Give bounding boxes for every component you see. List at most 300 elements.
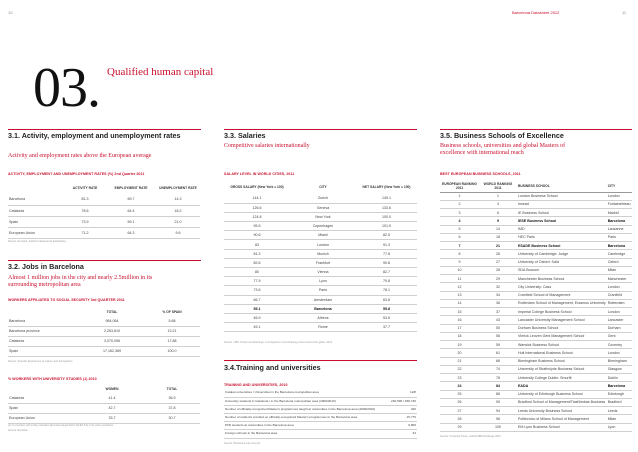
university-workers-table: [8, 384, 200, 424]
table-row: [440, 374, 632, 382]
table-cell: 29: [479, 275, 517, 283]
table-caption-activity: ACTIVITY, EMPLOYMENT AND UNEMPLOYMENT RATES (%) 2nd Quarter 2011: [8, 172, 145, 176]
table-cell: Cranfield: [607, 291, 632, 299]
table-row: [440, 250, 632, 258]
section-divider: [224, 129, 417, 130]
table-row: [8, 316, 200, 326]
section-title-salaries: 3.3. Salaries: [224, 131, 266, 140]
table-cell: Bradford: [607, 398, 632, 406]
table-row: [440, 283, 632, 291]
table-row: [224, 313, 417, 322]
table-header: [8, 307, 80, 316]
table-cell: 32: [479, 283, 517, 291]
table-cell: London Business School: [517, 192, 607, 200]
source-note: Source: Eurostat, Instituto Nacional de Estadística.: [8, 240, 67, 243]
table-cell: 86: [479, 390, 517, 398]
table-cell: 79.8: [356, 277, 417, 286]
table-cell: Miami: [290, 231, 356, 240]
table-cell: Zurich: [290, 194, 356, 203]
table-cell: 78.6: [64, 205, 106, 216]
table-header: [8, 384, 80, 393]
table-cell: University College Dublin: Smurfit: [517, 374, 607, 382]
table-cell: 5: [440, 225, 479, 233]
table-cell: 16: [440, 316, 479, 324]
table-cell: Rotterdam School of Management, Erasmus University: [517, 299, 607, 307]
table-cell: 4: [479, 200, 517, 208]
table-row: [440, 225, 632, 233]
table-row: [440, 349, 632, 357]
table-row: [224, 249, 417, 258]
table-cell: 9: [440, 258, 479, 266]
table-cell: Politecnico di Milano School of Management: [517, 415, 607, 423]
table-cell: 144.1: [224, 194, 290, 203]
section-divider: [8, 129, 201, 130]
table-row: [440, 200, 632, 208]
source-note: Source: Barcelona City Council.: [224, 442, 261, 445]
table-cell: London: [607, 308, 632, 316]
table-cell: New York: [290, 212, 356, 221]
table-row: [224, 405, 417, 413]
table-row: [440, 332, 632, 340]
table-cell: 36.9: [144, 393, 200, 403]
table-cell: Spain: [8, 216, 64, 227]
table-cell: Lancaster University Management School: [517, 316, 607, 324]
table-row: [440, 217, 632, 225]
table-cell: 29: [440, 423, 479, 431]
table-cell: Edinburgh: [607, 390, 632, 398]
table-cell: 23: [440, 374, 479, 382]
table-cell: 50: [479, 324, 517, 332]
table-row: [224, 286, 417, 295]
table-row: [440, 365, 632, 373]
table-cell: Lyon: [290, 277, 356, 286]
table-cell: 66.7: [224, 295, 290, 304]
table-cell: 18.2: [156, 205, 200, 216]
table-cell: Barcelona: [607, 382, 632, 390]
table-cell: 21: [479, 242, 517, 250]
table-row: [224, 203, 417, 212]
table-header: BUSINESS SCHOOL: [517, 180, 607, 192]
section-title-training: 3.4.Training and universities: [224, 363, 321, 372]
table-cell: Durham: [607, 324, 632, 332]
table-caption-training: TRAINING AND UNIVERSITIES, 2010: [224, 383, 288, 387]
table-cell: Lancaster: [607, 316, 632, 324]
table-cell: 100.0: [144, 346, 200, 356]
table-cell: 26: [440, 398, 479, 406]
table-cell: 41.4: [80, 393, 144, 403]
table-row: [440, 242, 632, 250]
table-cell: 5.68: [144, 316, 200, 326]
table-cell: Cambridge: [607, 250, 632, 258]
table-cell: 73.9: [64, 216, 106, 227]
table-cell: 26: [479, 250, 517, 258]
table-row: [224, 277, 417, 286]
chapter-number: 03.: [33, 57, 100, 119]
section-subtitle-jobs: Almost 1 million jobs in the city and nearly 2.5million in its surrounding metropolitan area: [8, 275, 153, 288]
table-row: [8, 194, 200, 205]
table-caption-university: % WORKERS WITH UNIVERSITY STUDIES (1) 2010: [8, 377, 97, 381]
section-title-jobs: 3.2. Jobs in Barcelona: [8, 262, 84, 271]
table-cell: 90.6: [224, 231, 290, 240]
table-header: ACTIVITY RATE: [72, 185, 98, 190]
table-cell: 8: [440, 250, 479, 258]
table-cell: 73.6: [224, 286, 290, 295]
table-header: GROSS SALARY (New York = 100): [230, 185, 284, 189]
table-row: [224, 212, 417, 221]
table-row: [440, 258, 632, 266]
table-cell: IMD: [517, 225, 607, 233]
table-cell: Birmingham: [607, 357, 632, 365]
table-cell: 25: [440, 390, 479, 398]
table-cell: 9: [479, 217, 517, 225]
table-cell: 20: [440, 349, 479, 357]
table-cell: Imperial College Business School: [517, 308, 607, 316]
table-header: NET SALARY (New York = 100): [362, 185, 411, 189]
table-cell: 91.3: [356, 240, 417, 249]
table-header: WORLD RANKING 2011: [479, 180, 517, 192]
table-cell: Athens: [290, 313, 356, 322]
table-row: [440, 266, 632, 274]
table-cell: Frankfurt: [290, 258, 356, 267]
table-cell: 9,806: [384, 422, 417, 430]
table-row: [440, 291, 632, 299]
source-note: Source: UBS. Prices and Earnings. A comparison of purchasing power around the globe. 2011.: [224, 341, 333, 344]
table-cell: 78.1: [356, 286, 417, 295]
table-cell: IESE Business School: [517, 217, 607, 225]
table-cell: 1: [440, 192, 479, 200]
table-cell: Geneva: [290, 203, 356, 212]
table-cell: 14: [440, 299, 479, 307]
table-row: [224, 389, 417, 397]
table-cell: 21.0: [156, 216, 200, 227]
table-cell: 12: [440, 283, 479, 291]
table-header: CITY: [607, 180, 632, 192]
table-cell: 82.5: [356, 231, 417, 240]
table-cell: 9.6: [156, 227, 200, 238]
table-cell: 78: [479, 374, 517, 382]
table-cell: 33.7: [80, 413, 144, 423]
table-cell: 84: [479, 382, 517, 390]
table-row: [440, 357, 632, 365]
table-cell: Number of officially-recognized Master's programmes taught at universities in the Barcelona area (2009/2010): [224, 405, 384, 413]
table-cell: Barcelona: [607, 217, 632, 225]
table-cell: 82.6: [224, 258, 290, 267]
table-header: WOMEN: [105, 386, 119, 391]
table-cell: 81.3: [224, 249, 290, 258]
table-cell: 64.3: [106, 227, 156, 238]
table-cell: 34: [384, 430, 417, 438]
table-cell: 17.88: [144, 336, 200, 346]
table-cell: Catalonia: [8, 393, 80, 403]
table-cell: University of Strathclyde Business School: [517, 365, 607, 373]
table-cell: Catalonia: [8, 205, 64, 216]
table-row: [8, 346, 200, 356]
table-cell: Barcelona: [607, 242, 632, 250]
table-cell: Warwick Business School: [517, 341, 607, 349]
page-number-left: 10: [8, 10, 13, 15]
chapter-title: Qualified human capital: [107, 66, 214, 78]
table-cell: Catalan universities / Universities in the Barcelona metropolitan area: [224, 389, 384, 397]
table-row: [440, 415, 632, 423]
table-cell: University students in Catalonia / in the Barcelona metropolitan area (2009/2010): [224, 397, 384, 405]
salary-table: [224, 180, 417, 332]
table-row: [224, 323, 417, 332]
table-row: [440, 233, 632, 241]
table-cell: 37.8: [144, 403, 200, 413]
table-cell: Birmingham Business School: [517, 357, 607, 365]
table-cell: Leeds: [607, 407, 632, 415]
business-schools-table: [440, 180, 632, 432]
table-cell: 34: [479, 291, 517, 299]
table-cell: 100: [479, 423, 517, 431]
table-cell: 61: [479, 349, 517, 357]
table-cell: PhD students at universities in the Barcelona area: [224, 422, 384, 430]
table-cell: 3,070,096: [80, 336, 144, 346]
table-cell: 21: [440, 357, 479, 365]
table-cell: London: [290, 240, 356, 249]
table-row: [440, 407, 632, 415]
table-cell: Milan: [607, 266, 632, 274]
table-cell: 55.1: [224, 304, 290, 313]
table-row: [224, 422, 417, 430]
table-row: [440, 192, 632, 200]
table-row: [440, 308, 632, 316]
table-cell: 36: [479, 299, 517, 307]
table-cell: Fontainebleau: [607, 200, 632, 208]
table-cell: London: [607, 283, 632, 291]
table-cell: ESADE Business School: [517, 242, 607, 250]
section-subtitle-business-schools: Business schools, universities and global Masters of excellence with international reach: [440, 143, 566, 156]
table-row: [440, 324, 632, 332]
table-cell: 37: [479, 308, 517, 316]
table-cell: Durham Business School: [517, 324, 607, 332]
table-row: [224, 295, 417, 304]
table-row: [8, 326, 200, 336]
table-cell: 984,064: [80, 316, 144, 326]
table-cell: Barcelona: [8, 316, 80, 326]
table-cell: Milan: [607, 415, 632, 423]
table-row: [440, 299, 632, 307]
table-cell: Glasgow: [607, 365, 632, 373]
table-cell: University of Oxford: Saïd: [517, 258, 607, 266]
table-row: [440, 398, 632, 406]
table-cell: EADA: [517, 382, 607, 390]
table-row: [8, 216, 200, 227]
table-cell: 42.7: [80, 403, 144, 413]
table-cell: 24: [440, 382, 479, 390]
table-cell: 95.5: [224, 222, 290, 231]
table-cell: Rome: [290, 323, 356, 332]
table-cell: 10: [440, 266, 479, 274]
table-cell: 37.7: [356, 323, 417, 332]
table-header: EMPLOYMENT RATE: [114, 185, 148, 190]
table-cell: 80: [224, 268, 290, 277]
table-cell: Madrid: [607, 209, 632, 217]
table-cell: 18: [479, 233, 517, 241]
table-cell: Number of students enrolled on officially-recognized Master's programmes in the Barcelona area: [224, 414, 384, 422]
page-number-right: 11: [622, 10, 627, 15]
table-row: [440, 423, 632, 431]
table-cell: 426: [384, 405, 417, 413]
table-cell: Dublin: [607, 374, 632, 382]
table-cell: 12/8: [384, 389, 417, 397]
table-cell: Munich: [290, 249, 356, 258]
table-row: [224, 194, 417, 203]
training-table: [224, 389, 417, 439]
table-cell: 74: [479, 365, 517, 373]
table-header: CITY: [319, 185, 327, 189]
table-cell: 81.3: [64, 194, 106, 205]
table-cell: 6: [440, 233, 479, 241]
table-cell: 83: [224, 240, 290, 249]
table-cell: 11: [440, 275, 479, 283]
table-row: [440, 275, 632, 283]
table-cell: London: [607, 192, 632, 200]
table-cell: 66: [479, 357, 517, 365]
table-header: % OF SPAIN: [162, 309, 182, 314]
table-cell: 27: [479, 258, 517, 266]
table-row: [440, 341, 632, 349]
table-cell: Vienna: [290, 268, 356, 277]
table-cell: 4: [440, 217, 479, 225]
table-cell: Coventry: [607, 341, 632, 349]
table-cell: 43: [479, 316, 517, 324]
table-cell: 59.1: [106, 216, 156, 227]
table-cell: Vlerick Leuven Gent Management School: [517, 332, 607, 340]
table-cell: 30.7: [144, 413, 200, 423]
section-subtitle-activity: Activity and employment rates above the European average: [8, 153, 152, 159]
table-cell: 17: [440, 324, 479, 332]
table-cell: 64.4: [106, 205, 156, 216]
table-cell: 101.9: [356, 222, 417, 231]
table-row: [8, 393, 200, 403]
table-caption-salaries: SALARY LEVEL IN WORLD CITIES, 2011: [224, 172, 295, 176]
table-cell: 28: [440, 415, 479, 423]
table-cell: 90.8: [356, 258, 417, 267]
running-header: Barcelona Datasheet 2012: [512, 10, 560, 15]
table-row: [8, 403, 200, 413]
table-cell: 27: [440, 407, 479, 415]
table-cell: 7: [440, 242, 479, 250]
table-row: [8, 413, 200, 423]
table-row: [8, 227, 200, 238]
table-cell: Paris: [290, 286, 356, 295]
table-cell: 22: [440, 365, 479, 373]
table-cell: Lausanne: [607, 225, 632, 233]
table-cell: Spain: [8, 346, 80, 356]
table-cell: 45.1: [224, 323, 290, 332]
table-cell: 13: [440, 291, 479, 299]
source-note: Source: Eurostat.: [8, 429, 29, 432]
table-cell: 3: [440, 209, 479, 217]
table-header: [8, 181, 64, 194]
table-cell: City University: Cass: [517, 283, 607, 291]
table-cell: Paris: [607, 233, 632, 241]
table-cell: 94: [479, 407, 517, 415]
table-cell: 14: [479, 225, 517, 233]
table-cell: Barcelona: [290, 304, 356, 313]
table-cell: 53.6: [356, 313, 417, 322]
table-cell: Catalonia: [8, 336, 80, 346]
table-row: [224, 258, 417, 267]
table-cell: 77.9: [224, 277, 290, 286]
table-cell: 126.6: [224, 203, 290, 212]
table-cell: European Union: [8, 227, 64, 238]
table-cell: 59: [479, 341, 517, 349]
table-header: TOTAL: [166, 386, 178, 391]
table-cell: 28: [479, 266, 517, 274]
table-header: TOTAL: [106, 309, 118, 314]
table-cell: Barcelona: [8, 194, 64, 205]
section-divider: [224, 360, 417, 361]
table-cell: Insead: [517, 200, 607, 208]
table-row: [224, 268, 417, 277]
table-caption-business-schools: BEST EUROPEAN BUSINESS SCHOOLS, 2011: [440, 172, 521, 176]
table-cell: 90: [479, 398, 517, 406]
section-divider: [8, 260, 201, 261]
table-cell: 56: [479, 332, 517, 340]
section-title-business-schools: 3.5. Business Schools of Excellence: [440, 131, 564, 140]
table-cell: Leeds University Business School: [517, 407, 607, 415]
table-row: [224, 240, 417, 249]
table-caption-jobs: WORKERS AFFILIATED TO SOCIAL SECURITY 3rd QUARTER 2011: [8, 298, 125, 302]
table-cell: SDA Bocconi: [517, 266, 607, 274]
table-row: [440, 316, 632, 324]
table-cell: 6: [479, 209, 517, 217]
section-subtitle-salaries: Competitive salaries internationally: [224, 143, 310, 149]
table-cell: 18: [440, 332, 479, 340]
table-row: [8, 205, 200, 216]
table-cell: 69.7: [106, 194, 156, 205]
table-cell: Oxford: [607, 258, 632, 266]
table-cell: 55.8: [356, 304, 417, 313]
table-cell: Foreign schools in the Barcelona area: [224, 430, 384, 438]
table-cell: Gent: [607, 332, 632, 340]
table-row: [224, 231, 417, 240]
table-cell: Manchester Business School: [517, 275, 607, 283]
table-cell: Rotterdam: [607, 299, 632, 307]
table-cell: 15: [440, 308, 479, 316]
table-cell: Hult International Business School: [517, 349, 607, 357]
table-cell: 149.1: [356, 194, 417, 203]
table-row: [8, 336, 200, 346]
footnote: (1) % of workers with tertiary education (Eurostat categorization ISCED 5-6) in the active population.: [8, 424, 114, 427]
table-cell: University of Edinburgh Business School: [517, 390, 607, 398]
table-row: [224, 430, 417, 438]
table-cell: 82.7: [356, 268, 417, 277]
table-row: [224, 414, 417, 422]
table-cell: London: [607, 349, 632, 357]
jobs-table: [8, 307, 200, 357]
table-header: EUROPEAN RANKING 2011: [440, 180, 479, 192]
table-cell: 63.8: [356, 295, 417, 304]
table-cell: European Union: [8, 413, 80, 423]
table-row: [224, 222, 417, 231]
table-cell: Lyon: [607, 423, 632, 431]
table-cell: 13.21: [144, 326, 200, 336]
table-cell: Cranfield School of Management: [517, 291, 607, 299]
table-cell: 230,596 / 188,746: [384, 397, 417, 405]
table-row: [440, 209, 632, 217]
table-cell: Manchester: [607, 275, 632, 283]
table-cell: 124.8: [224, 212, 290, 221]
table-cell: 46.9: [224, 313, 290, 322]
table-cell: 96: [479, 415, 517, 423]
table-cell: 15,776: [384, 414, 417, 422]
table-cell: 2: [440, 200, 479, 208]
table-cell: IE Business School: [517, 209, 607, 217]
source-note: Source: Financial Times. Global MBA Rankings 2011.: [440, 435, 502, 438]
